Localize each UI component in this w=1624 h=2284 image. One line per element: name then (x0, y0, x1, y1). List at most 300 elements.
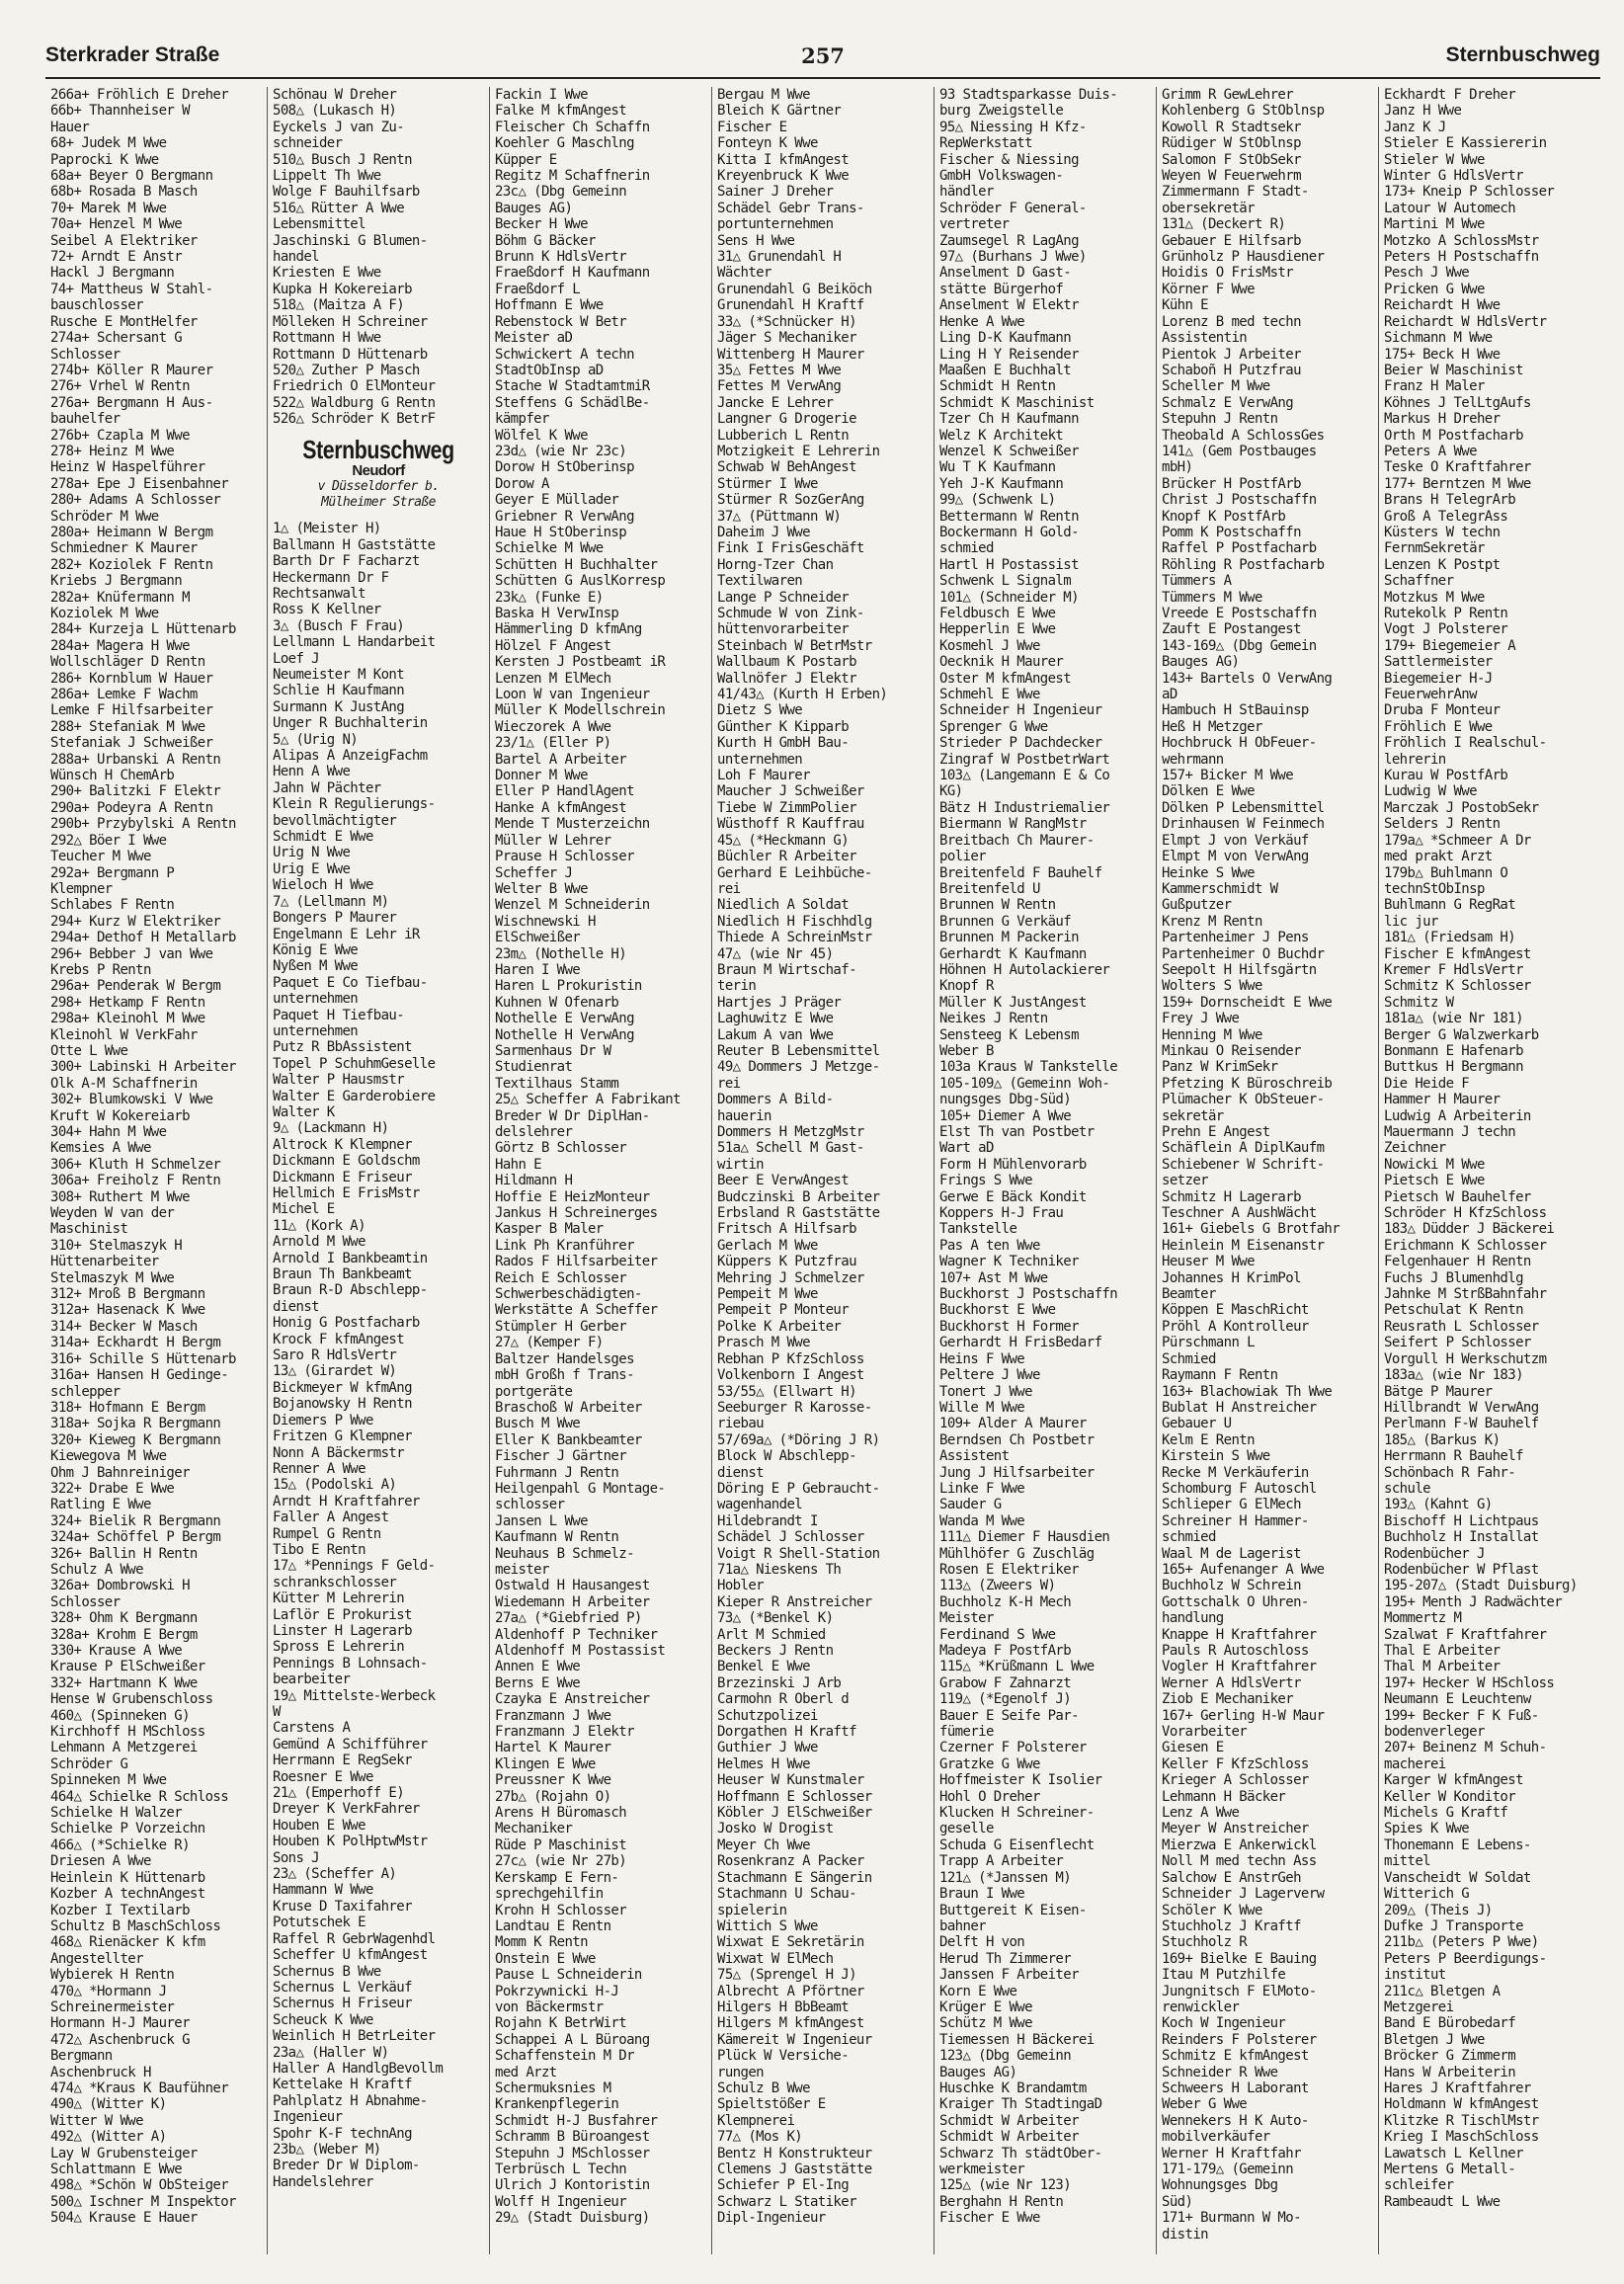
directory-entry: Witterich G (1384, 1886, 1470, 1903)
directory-entry: Haller A HandlgBevollm (273, 2060, 444, 2077)
directory-entry: fümerie (939, 1724, 994, 1741)
directory-entry: Jankus H Schreinerges (495, 1205, 658, 1222)
directory-entry: Bentz H Konstrukteur (717, 2145, 872, 2162)
directory-entry: Schröder F General- (939, 200, 1087, 216)
directory-entry: Gebauer U (1162, 1416, 1232, 1432)
directory-entry: Lenzen M ElMech (495, 670, 611, 687)
directory-entry: Carmohn R Oberl d (717, 1691, 850, 1708)
directory-entry: Hartl H Postassist (939, 556, 1079, 573)
directory-entry: Rambeaudt L Wwe (1384, 2193, 1501, 2210)
directory-entry: Urig E Wwe (273, 860, 351, 877)
directory-entry: Maschinist (50, 1221, 128, 1238)
directory-entry: KG) (939, 783, 963, 800)
directory-entry: Sons J (273, 1849, 319, 1866)
directory-entry: 472△ Aschenbruck G (50, 2031, 190, 2048)
directory-entry: 29△ (Stadt Duisburg) (495, 2210, 650, 2227)
directory-entry: 103a Kraus W Tankstelle (939, 1059, 1118, 1076)
directory-entry: Fröhlich E Wwe (1384, 718, 1493, 735)
directory-entry: Reinders F Polsterer (1162, 2031, 1317, 2048)
directory-entry: Neuhaus B Schmelz- (495, 1545, 634, 1562)
directory-entry: wirtin (717, 1156, 764, 1173)
directory-entry: Köbler J ElSchweißer (717, 1805, 872, 1822)
directory-entry: Pesch J Wwe (1384, 265, 1470, 282)
directory-entry: Schwarz Th städtOber- (939, 2145, 1102, 2162)
directory-entry: Kurth H GmbH Bau- (717, 735, 850, 752)
directory-entry: Lawatsch L Kellner (1384, 2145, 1523, 2162)
directory-entry: Schlabes F Rentn (50, 897, 175, 914)
directory-entry: 3△ (Busch F Frau) (273, 617, 405, 634)
directory-entry: Schmitz E kfmAngest (1162, 2048, 1309, 2065)
directory-entry: Wohnungsges Dbg (1162, 2177, 1278, 2194)
directory-entry: Tankstelle (939, 1221, 1017, 1238)
directory-entry: Feldbusch E Wwe (939, 606, 1056, 621)
directory-entry: Wybierek H Rentn (50, 1967, 175, 1984)
directory-entry: Latour W Automech (1384, 200, 1516, 216)
directory-entry: Michel E (273, 1201, 335, 1218)
directory-entry: Rodenbücher J (1384, 1545, 1485, 1562)
directory-entry: Lenzen K Postpt (1384, 556, 1501, 573)
street-section-title: Sternbuschweg (302, 434, 454, 464)
directory-entry: Grunendahl G Beiköch (717, 281, 872, 297)
directory-entry: Schmitz W (1384, 994, 1454, 1011)
directory-entry: Schneider J Lagerverw (1162, 1886, 1325, 1903)
directory-entry: Rados F Hilfsarbeiter (495, 1254, 658, 1270)
directory-entry: hüttenvorarbeiter (717, 621, 850, 638)
directory-entry: institut (1384, 1967, 1446, 1984)
directory-entry: 37△ (Püttmann W) (717, 508, 842, 525)
directory-entry: FernmSekretär (1384, 540, 1485, 557)
directory-entry: Breitbach Ch Maurer- (939, 832, 1095, 849)
directory-entry: med prakt Arzt (1384, 849, 1493, 865)
directory-entry: Pahlplatz H Abnahme- (273, 2092, 428, 2109)
directory-entry: Bröcker G Zimmerm (1384, 2048, 1516, 2065)
directory-entry: 13△ (Girardet W) (273, 1363, 397, 1380)
directory-entry: rei (717, 880, 741, 897)
directory-entry: 468△ Rienäcker K kfm (50, 1934, 205, 1951)
directory-entry: Lehmann A Metzgerei (50, 1740, 198, 1756)
directory-entry: Koch W Ingenieur (1162, 2015, 1286, 2032)
directory-entry: Breitenfeld F Bauhelf (939, 864, 1102, 881)
directory-entry: 290b+ Przybylski A Rentn (50, 816, 236, 833)
directory-entry: 280+ Adams A Schlosser (50, 492, 221, 509)
directory-entry: Haren I Wwe (495, 961, 581, 978)
directory-entry: Schütten H Buchhalter (495, 556, 658, 573)
directory-entry: Schmidt H Rentn (939, 378, 1056, 395)
directory-entry: Hellmich E FrisMstr (273, 1185, 420, 1201)
directory-entry: Schwenk L Signalm (939, 573, 1072, 590)
directory-entry: Braun R-D Abschlepp- (273, 1282, 428, 1299)
directory-entry: Faller A Angest (273, 1509, 389, 1526)
directory-entry: Krüger E Wwe (939, 1998, 1032, 2015)
directory-entry: schneider (273, 135, 343, 152)
column-2-continued-entries (273, 87, 484, 428)
directory-entry: unternehmen (273, 1022, 359, 1039)
directory-entry: 27c△ (wie Nr 27b) (495, 1853, 627, 1870)
directory-entry: Zingraf W PostbetrWart (939, 751, 1110, 768)
directory-entry: Krebs P Rentn (50, 961, 151, 978)
directory-entry: 298a+ Kleinohl M Wwe (50, 1011, 205, 1027)
directory-entry: Kowoll R Stadtsekr (1162, 119, 1301, 135)
directory-entry: Loh F Maurer (717, 768, 810, 784)
directory-entry: Fink I FrisGeschäft (717, 540, 864, 557)
directory-entry: Arlt M Schmied (717, 1626, 826, 1643)
directory-entry: Karger W kfmAngest (1384, 1772, 1523, 1789)
directory-entry: Dorgathen H Kraftf (717, 1724, 856, 1741)
directory-entry: 141△ (Gem Postbauges (1162, 443, 1317, 459)
directory-entry: Gottschalk O Uhren- (1162, 1593, 1309, 1610)
directory-entry: Janz H Wwe (1384, 103, 1462, 120)
directory-entry: Schulz B Wwe (717, 2080, 810, 2096)
directory-entry: Schultz B MaschSchloss (50, 1917, 221, 1934)
directory-entry: 312+ Mroß B Bergmann (50, 1286, 205, 1303)
directory-entry: Scheuck K Wwe (273, 2011, 373, 2028)
directory-entry: Kraiger Th StadtingaD (939, 2096, 1102, 2113)
directory-entry: Küppers K Putzfrau (717, 1254, 856, 1270)
directory-entry: Horng-Tzer Chan (717, 556, 834, 573)
directory-entry: Pauls R Autoschloss (1162, 1643, 1309, 1659)
directory-entry: Stuchholz R (1162, 1934, 1248, 1951)
directory-entry: Baska H VerwInsp (495, 606, 619, 621)
directory-entry: Schramm B Büroangest (495, 2129, 650, 2146)
directory-entry: Welz K Architekt (939, 427, 1064, 444)
directory-entry: 177+ Berntzen M Wwe (1384, 475, 1531, 492)
directory-entry: Schielke H Walzer (50, 1805, 183, 1822)
directory-entry: 211c△ Bletgen A (1384, 1983, 1501, 1999)
directory-entry: Hillbrandt W VerwAng (1384, 1399, 1539, 1416)
directory-entry: Schlie H Kaufmann (273, 683, 405, 699)
directory-entry: Schaboñ H Putzfrau (1162, 362, 1301, 378)
directory-entry: Mierzwa E Ankerwickl (1162, 1836, 1317, 1853)
directory-entry: Salomon F StObSekr (1162, 151, 1301, 168)
directory-entry: Prause H Schlosser (495, 849, 634, 865)
directory-entry: 490△ (Witter K) (50, 2096, 167, 2113)
directory-entry: Lebensmittel (273, 216, 365, 233)
directory-entry: Roesner E Wwe (273, 1768, 373, 1785)
directory-entry: Klempnerei (717, 2112, 795, 2129)
directory-entry: schleifer (1384, 2177, 1454, 2194)
directory-entry: Landtau E Rentn (495, 1917, 611, 1934)
directory-entry: Steffens G SchädlBe- (495, 394, 650, 411)
directory-entry: Mommertz M (1384, 1610, 1462, 1627)
directory-column-1 (45, 87, 268, 2254)
directory-entry: Ling D-K Kaufmann (939, 330, 1072, 347)
directory-entry: Lange P Schneider (717, 589, 850, 606)
directory-entry: 143-169△ (Dbg Gemein (1162, 637, 1317, 654)
directory-entry: Rechtsanwalt (273, 585, 365, 602)
directory-entry: 57/69a△ (*Döring J R) (717, 1431, 880, 1448)
directory-entry: Grimm R GewLehrer (1162, 87, 1294, 103)
directory-entry: Plück W Versiche- (717, 2048, 850, 2065)
directory-entry: Tümmers M Wwe (1162, 589, 1262, 606)
directory-entry: Barth Dr F Facharzt (273, 553, 420, 570)
directory-entry: Wünsch H ChemArb (50, 768, 175, 784)
directory-entry: Neumeister M Kont (273, 667, 405, 683)
directory-entry: stätte Bürgerhof (939, 281, 1064, 297)
directory-entry: Preussner K Wwe (495, 1772, 611, 1789)
directory-entry: Dufke J Transporte (1384, 1917, 1523, 1934)
directory-entry: Sattlermeister (1384, 654, 1493, 671)
directory-entry: 508△ (Lukasch H) (273, 103, 397, 120)
directory-entry: Bickmeyer W kfmAng (273, 1379, 412, 1396)
directory-entry: Loon W van Ingenieur (495, 687, 650, 703)
directory-entry: bearbeiter (273, 1672, 351, 1688)
directory-entry: Wennekers H K Auto- (1162, 2112, 1309, 2129)
directory-entry: Madeya F PostfArb (939, 1643, 1072, 1659)
directory-entry: Berndsen Ch Postbetr (939, 1431, 1095, 1448)
directory-entry: Wölfel K Wwe (495, 427, 588, 444)
directory-entry: Stieler W Wwe (1384, 151, 1485, 168)
street-description-line-1: v Düsseldorfer b. (317, 479, 440, 495)
directory-entry: Maaßen E Buchhalt (939, 362, 1072, 378)
directory-entry: Hüttenarbeiter (50, 1254, 159, 1270)
directory-entry: Loef J (273, 650, 319, 667)
directory-entry: wagenhandel (717, 1497, 803, 1513)
directory-entry: Paquet E Co Tiefbau- (273, 974, 428, 991)
directory-entry: Böhm G Bäcker (495, 232, 596, 249)
directory-entry: terin (717, 978, 757, 995)
directory-column-4 (712, 87, 934, 2254)
directory-entry: Pricken G Wwe (1384, 281, 1485, 297)
directory-entry: Sensteeg K Lebensm (939, 1026, 1079, 1043)
directory-entry: Röhling R Postfacharb (1162, 556, 1325, 573)
directory-entry: Ross K Kellner (273, 602, 381, 618)
directory-entry: 286a+ Lemke F Wachm (50, 687, 198, 703)
directory-entry: Kriesten E Wwe (273, 265, 381, 282)
directory-entry: Christ J Postschaffn (1162, 492, 1317, 509)
directory-entry: Petschulat K Rentn (1384, 1302, 1523, 1319)
directory-entry: 284a+ Magera H Wwe (50, 637, 190, 654)
directory-entry: Jansen L Wwe (495, 1512, 588, 1529)
directory-entry: 304+ Hahn M Wwe (50, 1124, 167, 1140)
directory-entry: 41/43△ (Kurth H Erben) (717, 687, 888, 703)
directory-entry: 75△ (Sprengel H J) (717, 1967, 856, 1984)
directory-entry: Tiebe W ZimmPolier (717, 799, 856, 816)
directory-entry: 266a+ Fröhlich E Dreher (50, 87, 229, 103)
directory-entry: 25△ Scheffer A Fabrikant (495, 1092, 681, 1108)
directory-entry: Hohl O Dreher (939, 1788, 1040, 1805)
directory-entry: Kruse D Taxifahrer (273, 1898, 412, 1915)
directory-entry: Koziolek M Wwe (50, 606, 159, 621)
directory-entry: Reuter B Lebensmittel (717, 1042, 880, 1059)
directory-entry: Mende T Musterzeichn (495, 816, 650, 833)
directory-entry: Thiede A SchreinMstr (717, 930, 872, 946)
directory-entry: Czerner F Polsterer (939, 1740, 1087, 1756)
directory-entry: 121△ (*Janssen M) (939, 1869, 1072, 1886)
directory-entry: Vogt J Polsterer (1384, 621, 1508, 638)
directory-entry: Buckhorst J Postschaffn (939, 1286, 1118, 1303)
directory-entry: Schulz A Wwe (50, 1561, 143, 1578)
directory-column-2 (268, 87, 490, 2254)
directory-entry: Henke A Wwe (939, 313, 1025, 330)
directory-entry: 23d△ (wie Nr 23c) (495, 443, 627, 459)
directory-entry: Reichardt W HdlsVertr (1384, 313, 1547, 330)
directory-entry: med Arzt (495, 2064, 557, 2080)
directory-entry: Stepuhn J MSchlosser (495, 2145, 650, 2162)
directory-entry: 183a△ (wie Nr 183) (1384, 1367, 1523, 1384)
directory-entry: Volkenborn I Angest (717, 1367, 864, 1384)
directory-entry: Brzezinski J Arb (717, 1674, 842, 1691)
directory-entry: Niedlich H Fischhdlg (717, 913, 872, 930)
directory-entry: Renner A Wwe (273, 1460, 365, 1477)
directory-entry: obersekretär (1162, 200, 1255, 216)
directory-entry: Jahn W Pächter (273, 779, 381, 796)
directory-entry: Houben E Wwe (273, 1817, 365, 1834)
directory-entry: Schernus L Verkäuf (273, 1979, 412, 1996)
directory-entry: Engelmann E Lehr iR (273, 926, 420, 942)
directory-entry: 500△ Ischner M Inspektor (50, 2193, 236, 2210)
directory-entry: Kruft W Kokereiarb (50, 1107, 190, 1124)
directory-entry: Seeburger R Karosse- (717, 1399, 872, 1416)
directory-entry: Mühlhöfer G Zuschläg (939, 1545, 1095, 1562)
directory-entry: Süd) (1162, 2193, 1193, 2210)
street-description-line-2: Mülheimer Straße (321, 495, 436, 511)
directory-entry: Kämereit W Ingenieur (717, 2031, 872, 2048)
directory-entry: Buchholz W Schrein (1162, 1578, 1301, 1594)
directory-entry: hauerin (717, 1107, 771, 1124)
directory-entry: Seibel A Elektriker (50, 232, 198, 249)
directory-entry: Geyer E Müllader (495, 492, 619, 509)
directory-entry: Groß A TelegrAss (1384, 508, 1508, 525)
directory-entry: Thal M Arbeiter (1384, 1659, 1501, 1675)
directory-entry: Ingenieur (273, 2109, 343, 2126)
directory-entry: 179a△ *Schmeer A Dr (1384, 832, 1531, 849)
directory-entry: Herrmann E RegSekr (273, 1753, 412, 1769)
directory-entry: Altrock K Klempner (273, 1136, 412, 1153)
directory-entry: Felgenhauer H Rentn (1384, 1254, 1531, 1270)
directory-entry: 123△ (Dbg Gemeinn (939, 2048, 1072, 2065)
directory-entry: Bockermann H Gold- (939, 524, 1079, 540)
directory-entry: Gußputzer (1162, 897, 1232, 914)
directory-entry: 27b△ (Rojahn O) (495, 1788, 611, 1805)
directory-entry: Weber G Wwe (1162, 2096, 1248, 2113)
directory-entry: distin (1162, 2226, 1208, 2243)
directory-entry: Clemens J Gaststätte (717, 2162, 872, 2177)
directory-entry: Terbrüsch L Techn (495, 2162, 627, 2177)
directory-entry: Stieler E Kassiererin (1384, 135, 1547, 152)
directory-entry: Rodenbücher W Pflast (1384, 1561, 1539, 1578)
directory-entry: Ferdinand S Wwe (939, 1626, 1056, 1643)
directory-entry: Fischer E (717, 119, 787, 135)
directory-entry: 306a+ Freiholz F Rentn (50, 1173, 221, 1189)
directory-entry: Olk A-M Schaffnerin (50, 1075, 198, 1092)
directory-entry: Oster M kfmAngest (939, 670, 1072, 687)
directory-entry: Studienrat (495, 1059, 573, 1076)
directory-entry: portunternehmen (717, 216, 834, 233)
directory-entry: Henn A Wwe (273, 764, 351, 780)
directory-entry: Laghuwitz E Wwe (717, 1011, 834, 1027)
directory-entry: Franzmann J Wwe (495, 1707, 611, 1724)
directory-entry: Schöler K Wwe (1162, 1902, 1262, 1918)
directory-entry: nungsges Dbg-Süd) (939, 1092, 1072, 1108)
directory-entry: Spross E Lehrerin (273, 1639, 405, 1656)
directory-entry: Neumann E Leuchtenw (1384, 1691, 1531, 1708)
directory-entry: Holdmann W kfmAngest (1384, 2096, 1539, 2113)
directory-entry: Buckhorst E Wwe (939, 1302, 1056, 1319)
directory-entry: Guthier J Wwe (717, 1740, 818, 1756)
directory-entry: Seifert P Schlosser (1384, 1335, 1531, 1351)
directory-entry: sekretär (1162, 1107, 1224, 1124)
directory-entry: 498△ *Schön W ObSteiger (50, 2177, 229, 2194)
directory-entry: 68a+ Beyer O Bergmann (50, 168, 213, 185)
directory-entry: 95△ Niessing H Kfz- (939, 119, 1087, 135)
directory-entry: Schmidt H-J Busfahrer (495, 2112, 658, 2129)
directory-entry: 9△ (Lackmann H) (273, 1120, 389, 1137)
directory-entry: Schlattmann E Wwe (50, 2162, 183, 2177)
directory-entry: Mehring J Schmelzer (717, 1269, 864, 1286)
directory-entry: 53/55△ (Ellwart H) (717, 1383, 856, 1400)
directory-entry: 520△ Zuther P Masch (273, 362, 420, 378)
directory-entry: Assistent (939, 1448, 1010, 1465)
directory-entry: Dickmann E Goldschm (273, 1153, 420, 1170)
directory-entry: Kasper B Maler (495, 1221, 604, 1238)
directory-entry: 195+ Menth J Radwächter (1384, 1593, 1563, 1610)
directory-entry: 294a+ Dethof H Metallarb (50, 930, 236, 946)
directory-entry: Schernus B Wwe (273, 1963, 381, 1980)
directory-entry: Schappei A L Büroang (495, 2031, 650, 2048)
directory-entry: Wenzel M Schneiderin (495, 897, 650, 914)
directory-entry: Schmidt E Wwe (273, 829, 373, 846)
directory-entry: Schmude W von Zink- (717, 606, 864, 621)
directory-entry: Brans H TelegrArb (1384, 492, 1516, 509)
directory-entry: 171+ Burmann W Mo- (1162, 2210, 1301, 2227)
directory-entry: Korn E Wwe (939, 1983, 1017, 1999)
directory-entry: 23a△ (Haller W) (273, 2044, 389, 2061)
directory-entry: Schwarz L Statiker (717, 2193, 856, 2210)
directory-entry: Grünholz P Hausdiener (1162, 249, 1325, 266)
directory-entry: Welter B Wwe (495, 880, 588, 897)
directory-entry: Kohlenberg G StOblnsp (1162, 103, 1325, 120)
directory-entry: Witter W Wwe (50, 2112, 143, 2129)
directory-entry: Vorarbeiter (1162, 1724, 1248, 1741)
directory-entry: Kiewegova M Wwe (50, 1448, 167, 1465)
directory-entry: Hilgers M kfmAngest (717, 2015, 864, 2032)
directory-entry: 93 Stadtsparkasse Duis- (939, 87, 1118, 103)
directory-entry: Heuser W Kunstmaler (717, 1772, 864, 1789)
directory-entry: Diemers P Wwe (273, 1412, 373, 1428)
directory-entry: 5△ (Urig N) (273, 731, 359, 748)
directory-entry: Rusche E MontHelfer (50, 313, 198, 330)
directory-entry: Busch M Wwe (495, 1416, 581, 1432)
directory-entry: Buhlmann G RegRat (1384, 897, 1516, 914)
directory-entry: 324a+ Schöffel P Bergm (50, 1529, 221, 1546)
directory-entry: Wollschläger D Rentn (50, 654, 205, 671)
directory-entry: unternehmen (717, 751, 803, 768)
directory-entry: Annen E Wwe (495, 1659, 581, 1675)
directory-entry: Mölleken H Schreiner (273, 313, 428, 330)
directory-entry: Pfetzing K Büroschreib (1162, 1075, 1333, 1092)
directory-entry: Metzgerei (1384, 1998, 1454, 2015)
directory-entry: Werner A HdlsVertr (1162, 1674, 1301, 1691)
directory-entry: Bischoff H Lichtpaus (1384, 1512, 1539, 1529)
directory-entry: 464△ Schielke R Schloss (50, 1788, 229, 1805)
directory-entry: 107+ Ast M Wwe (939, 1269, 1048, 1286)
directory-entry: Bublat H Anstreicher (1162, 1399, 1317, 1416)
directory-entry: 23c△ (Dbg Gemeinn (495, 184, 627, 201)
directory-entry: Wu T K Kaufmann (939, 459, 1056, 476)
directory-entry: Schmalz E VerwAng (1162, 394, 1294, 411)
directory-entry: Fettes M VerwAng (717, 378, 842, 395)
directory-entry: Kieper R Anstreicher (717, 1593, 872, 1610)
directory-entry: Koppers H-J Frau (939, 1205, 1064, 1222)
directory-entry: Hartel K Maurer (495, 1740, 611, 1756)
directory-entry: Schlosser (50, 346, 121, 363)
directory-entry: Janz K J (1384, 119, 1446, 135)
directory-entry: Heckermann Dr F (273, 569, 389, 586)
directory-entry: Braschoß W Arbeiter (495, 1399, 642, 1416)
directory-entry: Heinlein M Eisenanstr (1162, 1237, 1325, 1254)
directory-entry: Görtz B Schlosser (495, 1140, 627, 1157)
directory-entry: Hartjes J Präger (717, 994, 842, 1011)
